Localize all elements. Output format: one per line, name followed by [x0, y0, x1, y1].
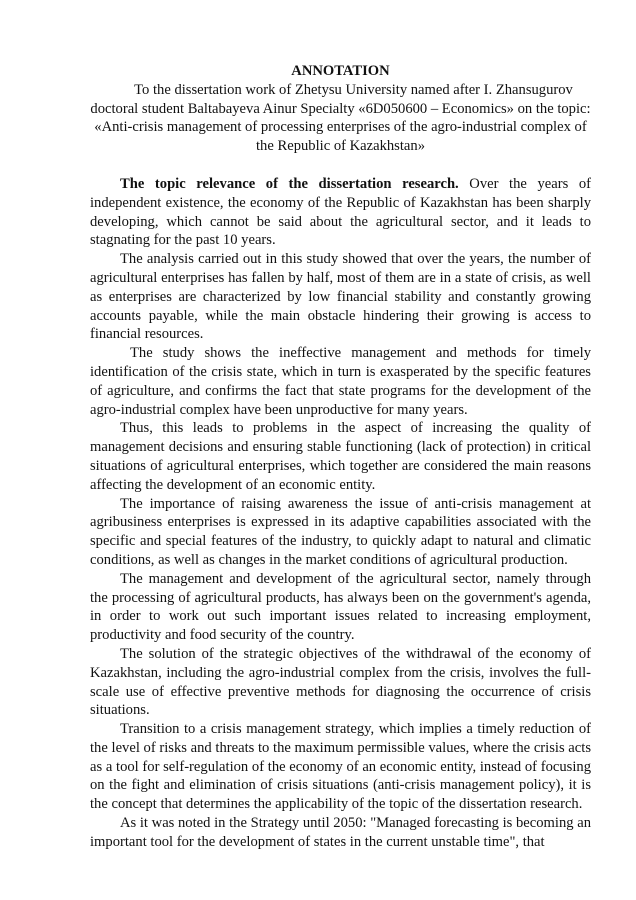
- paragraph: The importance of raising awareness the issue of anti-crisis management at agribusiness enterprises is expressed in its adaptive capabilities associated with the specific and special features of the industry, to quickly adapt to natural and climatic conditions, as well as changes in the market conditions of agricultural production.: [90, 495, 591, 568]
- paragraph-lead: The topic relevance of the dissertation research.: [120, 175, 459, 192]
- paragraph: Thus, this leads to problems in the aspect of increasing the quality of management decisions and ensuring stable functioning (lack of protection) in critical situations of agricultural enterprises, which together are considered the main reasons affecting the development of an economic entity.: [90, 420, 591, 493]
- paragraph-text: Over the years of independent existence, the economy of the Republic of Kazakhstan has been sharply developing, which cannot be said about the agricultural sector, and it leads to stagnating for the past 10 years.: [90, 175, 592, 249]
- paragraph: The solution of the strategic objectives of the withdrawal of the economy of Kazakhstan, including the agro-industrial complex from the crisis, involves the full-scale use of effective preventive methods for diagnosing the occurrence of crisis situations.: [90, 645, 591, 719]
- paragraph: Transition to a crisis management strategy, which implies a timely reduction of the level of risks and threats to the maximum permissible values, where the crisis acts as a tool for self-regulation of the economy of an economic entity, instead of focusing on the fight and elimination of crisis situations (anti-crisis management policy), it is the concept that determines the applicability of the topic of the dissertation research.: [90, 721, 591, 813]
- document-page: [90, 62, 591, 852]
- paragraph: The management and development of the agricultural sector, namely through the processing of agricultural products, has always been on the government's agenda, in order to work out such important issues related to increasing employment, productivity and food security of the country.: [90, 570, 591, 644]
- paragraph: As it was noted in the Strategy until 2050: "Managed forecasting is becoming an important tool for the development of states in the current unstable time", that: [90, 815, 591, 850]
- document-title: ANNOTATION: [291, 63, 390, 79]
- paragraph: The study shows the ineffective management and methods for timely identification of the crisis state, which in turn is exasperated by the specific features of agriculture, and confirms the fact that state programs for the development of the agro-industrial complex have been unproductive for many years.: [90, 345, 591, 418]
- spacer: [90, 156, 591, 175]
- document-subtitle: To the dissertation work of Zhetysu University named after I. Zhansugurov doctoral student Baltabayeva Ainur Specialty «6D050600 – Economics» on the topic: «Anti-crisis management of processing enterprises of the agro-industrial complex of the Republic of Kazakhstan»: [90, 81, 591, 155]
- paragraph: The analysis carried out in this study showed that over the years, the number of agricultural enterprises has fallen by half, most of them are in a state of crisis, as well as enterprises are characterized by low financial stability and constantly growing accounts payable, while the main obstacle hindering their growing is access to financial resources.: [90, 251, 591, 343]
- paragraph-relevance: [90, 175, 591, 250]
